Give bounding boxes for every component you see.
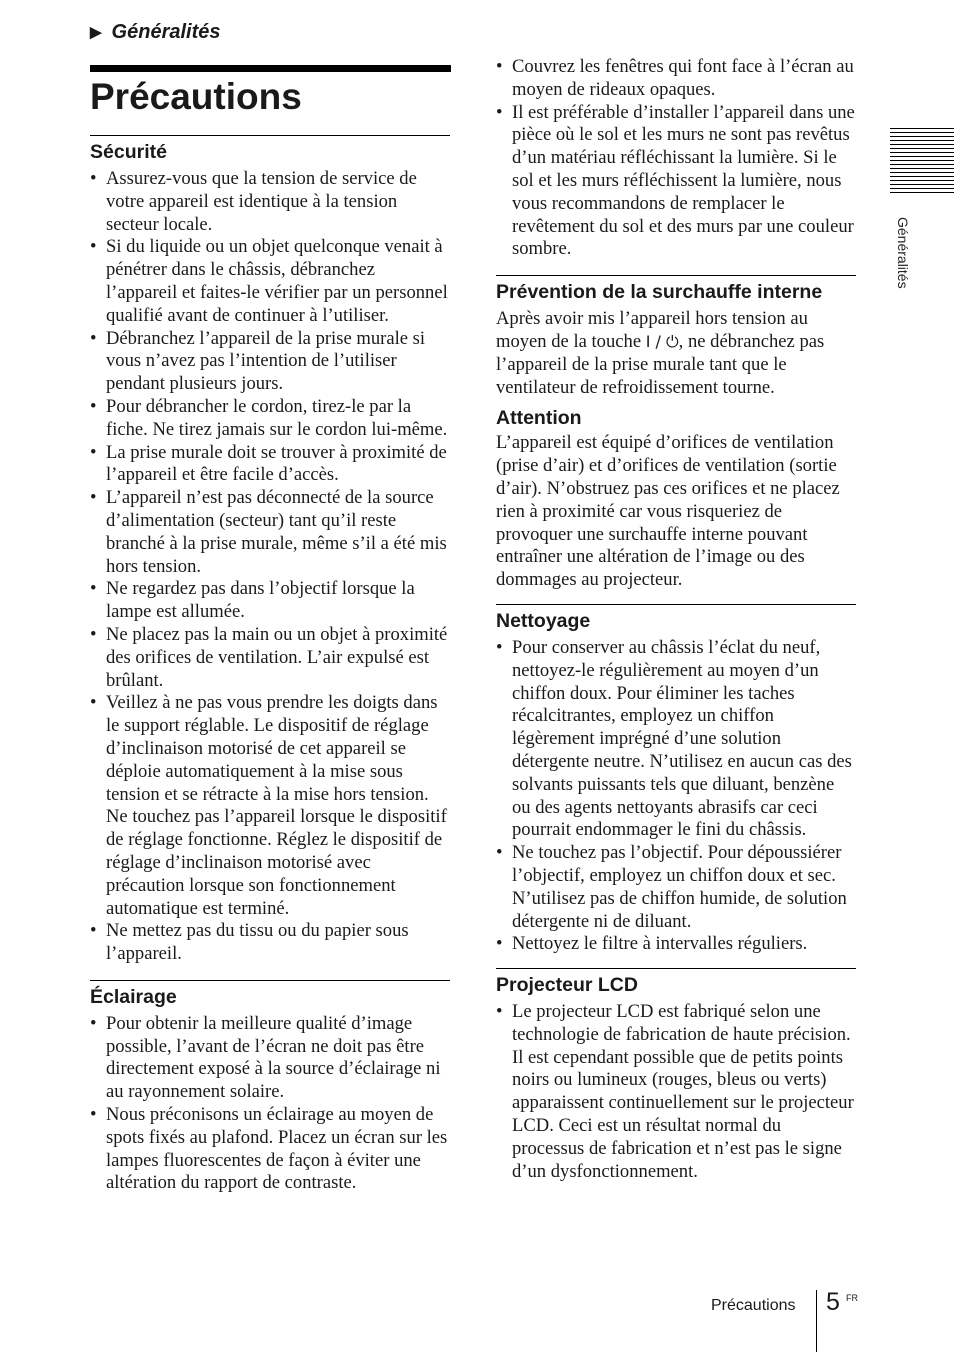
footer-section-label: Précautions	[711, 1297, 796, 1314]
list-item: • Pour conserver au châssis l’éclat du neuf, nettoyez-le régulièrement au moyen d’un chiffon doux. Pour éliminer les taches récalcitrantes, employez un chiffon légèrement imprégné d’une solution détergente neutre. N’utilisez en aucun cas des solvants puissants tels que diluant, benzène ou des agents nettoyants abrasifs car ceci pourrait endommager le fini du châssis.	[496, 637, 856, 842]
page-title: Précautions	[90, 76, 302, 117]
list-item: • Veillez à ne pas vous prendre les doigts dans le support réglable. Le dispositif de réglage d’inclinaison motorisé de cet appareil se déploie automatiquement à la mise sous tension et se rétracte à la mise hors tension. Ne touchez pas l’appareil lorsque le dispositif de réglage fonctionne. Réglez le dispositif de réglage d’inclinaison motorisé avec précaution lorsque son fonctionnement automatique est terminé.	[90, 692, 450, 920]
section-divider	[90, 980, 450, 981]
list-item: • Le projecteur LCD est fabriqué selon une technologie de fabrication de haute précision. Il est cependant possible que de petits points noirs ou lumineux (rouges, bleus ou verts) apparaissent continuellement sur le projecteur LCD. Ceci est un résultat normal du processus de fabrication et n’est pas le signe d’un dysfonctionnement.	[496, 1001, 856, 1183]
triangle-arrow-icon: ▶	[90, 24, 102, 41]
side-tab-label: Généralités	[895, 217, 911, 289]
list-item: • L’appareil n’est pas déconnecté de la source d’alimentation (secteur) tant qu’il reste branché à la prise murale, même s’il a été mis hors tension.	[90, 487, 450, 578]
list-item: • La prise murale doit se trouver à proximité de l’appareil et être facile d’accès.	[90, 442, 450, 488]
list-item: • Assurez-vous que la tension de service de votre appareil est identique à la tension secteur locale.	[90, 168, 450, 236]
list-item: • Couvrez les fenêtres qui font face à l’écran au moyen de rideaux opaques.	[496, 56, 856, 102]
heading-eclairage: Éclairage	[90, 985, 177, 1008]
securite-list	[90, 168, 450, 966]
list-item: • Ne placez pas la main ou un objet à proximité des orifices de ventilation. L’air expulsé est brûlant.	[90, 624, 450, 692]
heading-surchauffe: Prévention de la surchauffe interne	[496, 281, 823, 304]
power-key-icon: I / ⏻	[645, 331, 679, 351]
list-item: • Nous préconisons un éclairage au moyen de spots fixés au plafond. Placez un écran sur les lampes fluorescentes de façon à éviter une altération du rapport de contraste.	[90, 1104, 450, 1195]
section-divider	[496, 968, 856, 969]
heading-attention: Attention	[496, 407, 582, 430]
section-label-text: Généralités	[111, 21, 221, 43]
section-label	[90, 18, 221, 47]
lcd-list	[496, 1001, 856, 1183]
page-number: 5	[826, 1288, 840, 1316]
right-column	[496, 56, 856, 1183]
surchauffe-text	[496, 308, 856, 399]
list-item: • Pour débrancher le cordon, tirez-le par la fiche. Ne tirez jamais sur le cordon lui-même.	[90, 396, 450, 442]
section-divider	[496, 604, 856, 605]
list-item: • Nettoyez le filtre à intervalles réguliers.	[496, 933, 856, 956]
nettoyage-list	[496, 637, 856, 956]
list-item: • Pour obtenir la meilleure qualité d’image possible, l’avant de l’écran ne doit pas être directement exposé à la source d’éclairage ni au rayonnement solaire.	[90, 1013, 450, 1104]
eclairage-list-continued	[496, 56, 856, 261]
section-divider	[496, 275, 856, 276]
heading-nettoyage: Nettoyage	[496, 609, 591, 632]
surchauffe-text-start: Après avoir mis l’appareil hors tension au moyen de la touche	[496, 308, 808, 352]
list-item: • Ne touchez pas l’objectif. Pour dépoussiérer l’objectif, employez un chiffon doux et sec. N’utilisez pas de chiffon humide, de solution détergente ni de diluant.	[496, 842, 856, 933]
eclairage-list	[90, 1013, 450, 1195]
footer-divider	[816, 1290, 817, 1352]
list-item: • Ne regardez pas dans l’objectif lorsque la lampe est allumée.	[90, 578, 450, 624]
attention-text: L’appareil est équipé d’orifices de ventilation (prise d’air) et d’orifices de ventilation (sortie d’air). N’obstruez pas ces orifices et ne placez rien à proximité car vous risqueriez de provoquer une surchauffe interne pouvant entraîner une altération de l’image ou des dommages au projecteur.	[496, 432, 840, 591]
surchauffe-text-end: , ne débranchez pas l’appareil de la prise murale tant que le ventilateur de refroidissement tourne.	[496, 330, 825, 398]
page-language-code: FR	[846, 1293, 858, 1303]
list-item: • Si du liquide ou un objet quelconque venait à pénétrer dans le châssis, débranchez l’appareil et faites-le vérifier par un personnel qualifié avant de continuer à l’utiliser.	[90, 236, 450, 327]
title-rule	[90, 65, 451, 72]
heading-projecteur-lcd: Projecteur LCD	[496, 974, 638, 997]
side-tab-lines	[890, 128, 954, 194]
section-divider	[90, 135, 450, 136]
list-item: • Débranchez l’appareil de la prise murale si vous n’avez pas l’intention de l’utiliser pendant plusieurs jours.	[90, 328, 450, 396]
list-item: • Ne mettez pas du tissu ou du papier sous l’appareil.	[90, 920, 450, 966]
left-column	[90, 135, 450, 1195]
list-item: • Il est préférable d’installer l’appareil dans une pièce où le sol et les murs ne sont pas revêtus d’un matériau réfléchissant la lumière. Si le sol et les murs réfléchissent la lumière, nous vous recommandons de remplacer le revêtement du sol et des murs par une couleur sombre.	[496, 102, 856, 262]
heading-securite: Sécurité	[90, 141, 167, 163]
